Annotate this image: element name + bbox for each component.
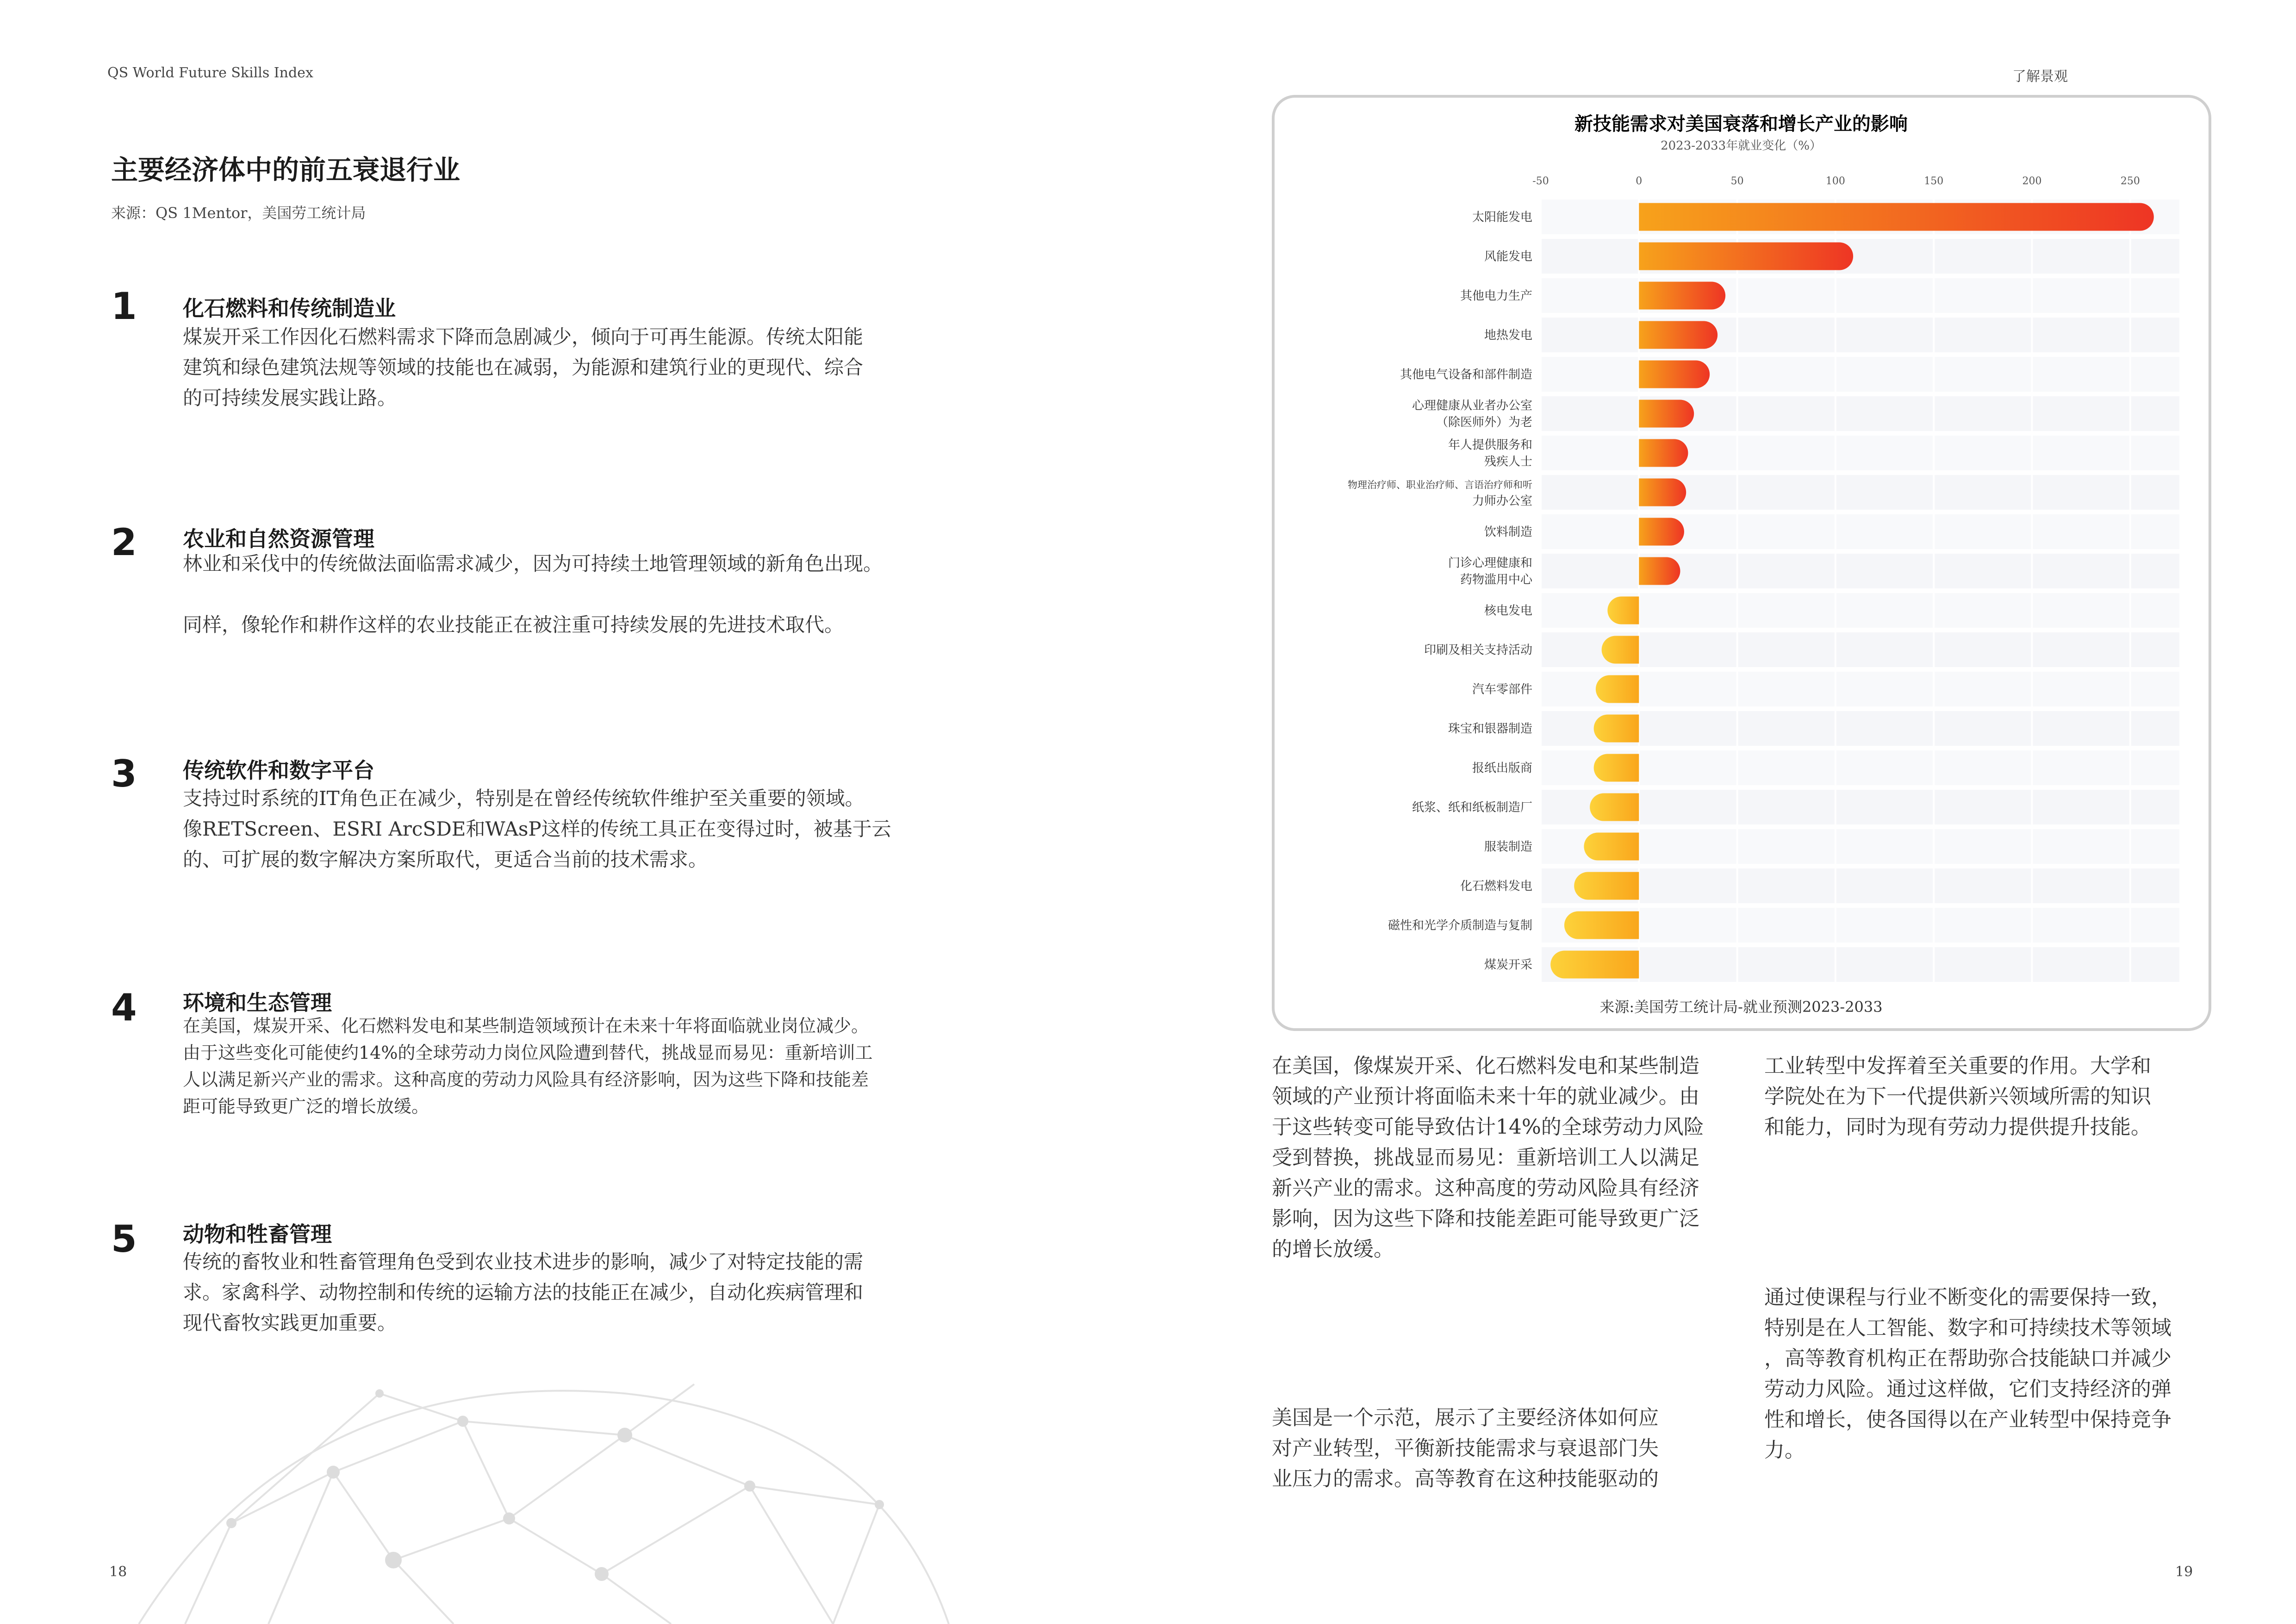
item-body: 林业和采伐中的传统做法面临需求减少，因为可持续土地管理领域的新角色出现。 同样，像轮作和耕作这样的农业技能正在被注重可持续发展的先进技术取代。 <box>183 552 883 636</box>
item-number: 2 <box>111 521 137 564</box>
bar <box>1584 833 1639 861</box>
chart-title: 新技能需求对美国衰落和增长产业的影响 <box>1574 113 1908 135</box>
x-tick-label: 100 <box>1825 175 1845 187</box>
row-band <box>1541 357 2179 392</box>
body-col1-p1: 在美国，像煤炭开采、化石燃料发电和某些制造 领域的产业预计将面临未来十年的就业减少。由 于这些转变可能导致估计14%的全球劳动力风险 受到替换，挑战显而易见：重新培训工人以满足 新兴产业的需求。这种高度的劳动风险具有经济 影响，因为这些下降和技能差距可能导致更广泛 的增长放缓。 <box>1272 1054 1704 1261</box>
row-band <box>1541 396 2179 431</box>
category-label: 门诊心理健康和药物滥用中心 <box>1448 556 1532 587</box>
page-number-right: 19 <box>2175 1564 2193 1580</box>
item-heading: 环境和生态管理 <box>183 990 332 1015</box>
x-tick-label: 200 <box>2022 175 2042 187</box>
row-band <box>1541 514 2179 549</box>
body-col2-p1: 工业转型中发挥着至关重要的作用。大学和 学院处在为下一代提供新兴领域所需的知识 和能力，同时为现有劳动力提供提升技能。 <box>1764 1054 2151 1139</box>
item-body: 支持过时系统的IT角色正在减少，特别是在曾经传统软件维护至关重要的领域。 像RETScreen、ESRI ArcSDE和WAsP这样的传统工具正在变得过时，被基于云 的、可扩展的数字解决方案所取代，更适合当前的技术需求。 <box>183 787 891 871</box>
category-label: 纸浆、纸和纸板制造厂 <box>1412 800 1532 815</box>
bar <box>1639 243 1853 270</box>
row-band <box>1541 554 2179 588</box>
row-band <box>1541 239 2179 274</box>
chart-subtitle: 2023-2033年就业变化（%） <box>1661 139 1822 153</box>
bar <box>1594 715 1639 743</box>
bar <box>1594 754 1639 782</box>
running-header: QS World Future Skills Index <box>107 65 313 81</box>
category-label: 饮料制造 <box>1484 525 1532 539</box>
row-band <box>1541 318 2179 352</box>
category-label: 风能发电 <box>1484 250 1532 264</box>
category-label: 印刷及相关支持活动 <box>1424 643 1532 657</box>
bar-chart <box>1275 98 2209 1028</box>
bar <box>1639 518 1684 546</box>
category-label: 磁性和光学介质制造与复制 <box>1388 918 1532 933</box>
category-label: 心理健康从业者办公室（除医师外）为老 <box>1412 399 1532 430</box>
category-label: 煤炭开采 <box>1484 958 1532 972</box>
row-band <box>1541 436 2179 470</box>
bar <box>1607 597 1639 625</box>
body-col2-p2: 通过使课程与行业不断变化的需要保持一致， 特别是在人工智能、数字和可持续技术等领域 ，高等教育机构正在帮助弥合技能缺口并减少 劳动力风险。通过这样做，它们支持经济的弹 性和增长，使各国得以在产业转型中保持竞争 力。 <box>1764 1286 2172 1462</box>
bar <box>1574 872 1639 900</box>
category-label: 地热发电 <box>1484 328 1532 343</box>
item-heading: 传统软件和数字平台 <box>183 758 374 783</box>
category-label: 化石燃料发电 <box>1460 879 1532 893</box>
item-number: 1 <box>111 285 137 328</box>
category-label: 报纸出版商 <box>1472 761 1532 775</box>
item-body: 传统的畜牧业和牲畜管理角色受到农业技术进步的影响，减少了对特定技能的需 求。家禽科学、动物控制和传统的运输方法的技能正在减少，自动化疾病管理和 现代畜牧实践更加重要。 <box>183 1250 864 1334</box>
bar <box>1639 400 1694 428</box>
bar <box>1639 282 1725 310</box>
category-label: 汽车零部件 <box>1472 682 1532 697</box>
bar <box>1550 951 1639 979</box>
bar <box>1596 675 1639 703</box>
x-tick-label: 0 <box>1636 175 1643 187</box>
item-number: 4 <box>111 986 137 1029</box>
category-label: 珠宝和银器制造 <box>1448 722 1532 736</box>
bar <box>1639 557 1680 585</box>
page-title: 主要经济体中的前五衰退行业 <box>111 154 460 186</box>
category-label: 物理治疗师、职业治疗师、言语治疗师和听力师办公室 <box>1348 479 1532 508</box>
chart-source: 来源:美国劳工统计局-就业预测2023-2033 <box>1599 998 1883 1016</box>
item-heading: 化石燃料和传统制造业 <box>183 296 396 321</box>
bar <box>1639 479 1686 506</box>
item-body: 在美国，煤炭开采、化石燃料发电和某些制造领域预计在未来十年将面临就业岗位减少。 由于这些变化可能使约14%的全球劳动力岗位风险遭到替代，挑战显而易见：重新培训工 人以满足新兴产业的需求。这种高度的劳动力风险具有经济影响，因为这些下降和技能差 距可能导致更广泛的增长放缓。 <box>183 1016 873 1117</box>
bar <box>1602 636 1639 664</box>
x-tick-label: 50 <box>1730 175 1744 187</box>
bar <box>1564 912 1639 939</box>
category-label: 其他电力生产 <box>1460 289 1532 303</box>
category-label: 太阳能发电 <box>1472 210 1532 225</box>
chart-card <box>1272 95 2211 1031</box>
bar <box>1639 361 1710 388</box>
row-band <box>1541 475 2179 510</box>
category-label: 服装制造 <box>1484 840 1532 854</box>
x-tick-label: 250 <box>2120 175 2140 187</box>
page-number-left: 18 <box>109 1564 127 1580</box>
network-globe-decoration <box>93 1366 972 1624</box>
row-band <box>1541 278 2179 313</box>
bar <box>1639 203 2153 231</box>
running-header: 了解景观 <box>2012 69 2068 85</box>
source-note: 来源：QS 1Mentor，美国劳工统计局 <box>111 204 366 222</box>
item-body: 煤炭开采工作因化石燃料需求下降而急剧减少，倾向于可再生能源。传统太阳能 建筑和绿色建筑法规等领域的技能也在减弱，为能源和建筑行业的更现代、综合 的可持续发展实践让路。 <box>183 325 864 409</box>
category-label: 其他电气设备和部件制造 <box>1400 368 1532 382</box>
x-tick-label: 150 <box>1924 175 1944 187</box>
item-heading: 农业和自然资源管理 <box>183 526 374 551</box>
bar <box>1590 793 1639 821</box>
bar <box>1639 321 1717 349</box>
x-tick-label: -50 <box>1532 175 1549 187</box>
category-label: 年人提供服务和残疾人士 <box>1448 438 1532 469</box>
bar <box>1639 439 1688 467</box>
body-col1-p2: 美国是一个示范，展示了主要经济体如何应 对产业转型，平衡新技能需求与衰退部门失 业压力的需求。高等教育在这种技能驱动的 <box>1272 1406 1659 1491</box>
item-number: 3 <box>111 752 137 795</box>
item-number: 5 <box>111 1218 137 1261</box>
category-label: 核电发电 <box>1484 604 1532 618</box>
item-heading: 动物和牲畜管理 <box>183 1222 332 1247</box>
